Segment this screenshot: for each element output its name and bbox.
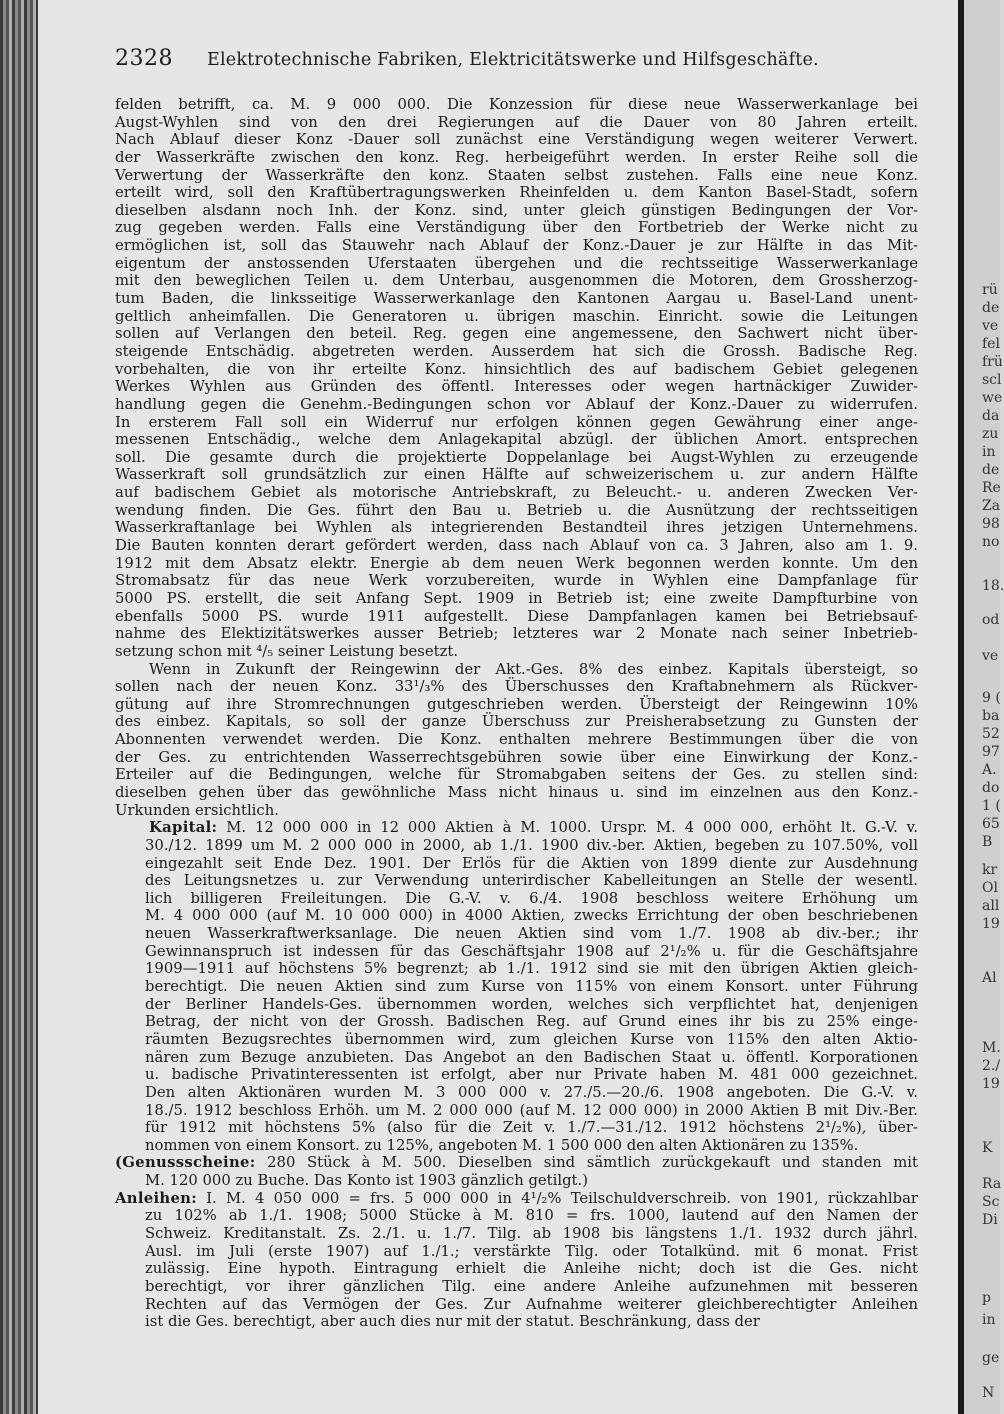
section-label: Kapital: xyxy=(149,819,218,837)
text-line: vorbehalten, die von ihr erteilte Konz. hinsichtlich des auf badischem Gebiet gelegenen xyxy=(115,360,918,378)
adjacent-page-text-fragment: ve xyxy=(982,318,999,334)
adjacent-page-text-fragment: do xyxy=(982,780,1000,796)
page-number: 2328 xyxy=(115,46,173,71)
text-line: setzung schon mit ⁴/₅ seiner Leistung besetzt. xyxy=(115,642,459,660)
adjacent-page-text-fragment: in xyxy=(982,1312,996,1328)
adjacent-page-text-fragment: de xyxy=(982,462,1000,478)
text-line: Den alten Aktionären wurden M. 3 000 000 v. 27./5.—20./6. 1908 angeboten. Die G.-V. v. xyxy=(145,1083,918,1101)
body-text xyxy=(115,96,918,1331)
text-line: des einbez. Kapitals, so soll der ganze Überschuss zur Preisherabsetzung zu Gunsten der xyxy=(115,713,918,731)
text-line: sollen auf Verlangen den beteil. Reg. gegen eine angemessene, den Sachwert nicht über- xyxy=(115,325,918,343)
text-line: geltlich anheimfallen. Die Generatoren u. übrigen maschin. Einricht. sowie die Leitungen xyxy=(115,307,918,325)
text-line: dieselben alsdann noch Inh. der Konz. sind, unter gleich günstigen Bedingungen der Vor- xyxy=(115,201,918,219)
text-line: der Berliner Handels-Ges. übernommen worden, welches sich verpflichtet hat, denjenigen xyxy=(145,995,918,1013)
adjacent-page-text-fragment: frü xyxy=(982,354,1003,370)
text-line: sollen nach der neuen Konz. 33¹/₃% des Überschusses den Kraftabnehmern als Rückver- xyxy=(115,678,918,696)
text-line: Rechten auf das Vermögen der Ges. Zur Aufnahme weiterer gleichberechtigter Anleihen xyxy=(145,1295,918,1313)
text-line: berechtigt. Die neuen Aktien sind zum Kurse von 115% von einem Konsort. unter Führung xyxy=(145,978,918,996)
text-line: soll. Die gesamte durch die projektierte Doppelanlage bei Augst-Wyhlen zu erzeugende xyxy=(115,448,918,466)
section-label: Anleihen: xyxy=(115,1189,197,1207)
text-line: Wenn in Zukunft der Reingewinn der Akt.-Ges. 8% des einbez. Kapitals übersteigt, so xyxy=(149,660,918,678)
adjacent-page-text-fragment: da xyxy=(982,408,1000,424)
adjacent-page-text-fragment: scl xyxy=(982,372,1002,388)
text-line: zulässig. Eine hypoth. Eintragung erhielt die Anleihe nicht; doch ist die Ges. nicht xyxy=(145,1260,918,1278)
adjacent-page-text-fragment: 19 xyxy=(982,1076,1000,1092)
adjacent-page-text-fragment: 18. xyxy=(982,578,1004,594)
text-line: dieselben gehen über das gewöhnliche Mass nicht hinaus u. sind im einzelnen aus den Konz.- xyxy=(115,783,918,801)
adjacent-page-text-fragment: ge xyxy=(982,1350,1000,1366)
text-line: nommen von einem Konsort. zu 125%, angeboten M. 1 500 000 den alten Aktionären zu 135%. xyxy=(145,1136,859,1154)
adjacent-page-text-fragment: 9 ( xyxy=(982,690,1001,706)
text-line: eingezahlt seit Ende Dez. 1901. Der Erlös für die Aktien von 1899 diente zur Ausdehnung xyxy=(145,854,918,872)
text-line: des Leitungsnetzes u. zur Verwendung unterirdischer Kabelleitungen an Stelle der wesentl. xyxy=(145,872,918,890)
running-title: Elektrotechnische Fabriken, Elektricitätswerke und Hilfsgeschäfte. xyxy=(207,50,819,70)
text-line: ist die Ges. berechtigt, aber auch dies nur mit der statut. Beschränkung, dass der xyxy=(145,1313,760,1331)
adjacent-page-text-fragment: Al xyxy=(982,970,997,986)
adjacent-page-text-fragment: N xyxy=(982,1385,995,1401)
text-line: Werkes Wyhlen aus Gründen des öffentl. Interesses oder wegen hartnäckiger Zuwider- xyxy=(115,378,918,396)
adjacent-page-text-fragment: Ra xyxy=(982,1176,1002,1192)
adjacent-page-text-fragment: we xyxy=(982,390,1003,406)
text-line: gütung auf ihre Stromrechnungen gutgeschrieben werden. Übersteigt der Reingewinn 10% xyxy=(115,695,918,713)
adjacent-page-text-fragment: Di xyxy=(982,1212,998,1228)
text-line: Stromabsatz für das neue Werk vorzubereiten, wurde in Wyhlen eine Dampfanlage für xyxy=(115,572,918,590)
adjacent-page-text-fragment: 65 xyxy=(982,816,1000,832)
text-line: 30./12. 1899 um M. 2 000 000 in 2000, ab 1./1. 1900 div.-ber. Aktien, begeben zu 107.50%, voll xyxy=(145,836,918,854)
adjacent-page-edge xyxy=(964,0,1004,1414)
text-line: ermöglichen ist, soll das Stauwehr nach Ablauf der Konz.-Dauer je zur Hälfte in das Mit- xyxy=(115,237,918,255)
text-line: auf badischem Gebiet als motorische Antriebskraft, zu Beleucht.- u. anderen Zwecken Ver- xyxy=(115,484,918,502)
text-line: In ersterem Fall soll ein Widerruf nur erfolgen können gegen Gewährung einer ange- xyxy=(115,413,918,431)
text-line: 1912 mit dem Absatz elektr. Energie ab dem neuen Werk begonnen werden konnte. Um den xyxy=(115,554,918,572)
text-line: Nach Ablauf dieser Konz -Dauer soll zunächst eine Verständigung wegen weiterer Verwert. xyxy=(115,131,918,149)
text-line: mit den beweglichen Teilen u. dem Unterbau, ausgenommen die Motoren, dem Grossherzog- xyxy=(115,272,918,290)
adjacent-page-text-fragment: Re xyxy=(982,480,1001,496)
adjacent-page-text-fragment: 2./ xyxy=(982,1058,1001,1074)
adjacent-page-text-fragment: Za xyxy=(982,498,1001,514)
adjacent-page-text-fragment: B xyxy=(982,834,993,850)
text-line: (Genussscheine: 280 Stück à M. 500. Dieselben sind sämtlich zurückgekauft und standen mit xyxy=(115,1154,918,1172)
text-line: für 1912 mit höchstens 5% (also für die Zeit v. 1./7.—31./12. 1912 höchstens 2¹/₂%), über- xyxy=(145,1119,918,1137)
text-line: wendung finden. Die Ges. führt den Bau u. Betrieb u. die Ausnützung der rechtsseitigen xyxy=(115,501,918,519)
text-line: zu 102% ab 1./1. 1908; 5000 Stücke à M. 810 = frs. 1000, lautend auf den Namen der xyxy=(145,1207,918,1225)
adjacent-page-text-fragment: K xyxy=(982,1140,993,1156)
adjacent-page-text-fragment: 52 xyxy=(982,726,1000,742)
adjacent-page-text-fragment: 97 xyxy=(982,744,1000,760)
adjacent-page-text-fragment: de xyxy=(982,300,1000,316)
adjacent-page-text-fragment: 19 xyxy=(982,916,1000,932)
text-line: erteilt wird, soll den Kraftübertragungswerken Rheinfelden u. dem Kanton Basel-Stadt, sofern xyxy=(115,184,918,202)
adjacent-page-text-fragment: Ol xyxy=(982,880,998,896)
adjacent-page-text-fragment: all xyxy=(982,898,1000,914)
section-label: (Genussscheine: xyxy=(115,1154,256,1172)
text-line: felden betrifft, ca. M. 9 000 000. Die Konzession für diese neue Wasserwerkanlage bei xyxy=(115,96,918,113)
text-line: der Wasserkräfte zwischen den konz. Reg. herbeigeführt werden. In erster Reihe soll die xyxy=(115,148,918,166)
text-line: Wasserkraftanlage bei Wyhlen als integrierenden Bestandteil ihres jetzigen Unternehmens. xyxy=(115,519,918,537)
page-header xyxy=(115,46,915,76)
text-line: Kapital: M. 12 000 000 in 12 000 Aktien à M. 1000. Urspr. M. 4 000 000, erhöht lt. G.-V. v. xyxy=(149,819,918,837)
text-line: ebenfalls 5000 PS. wurde 1911 aufgestellt. Diese Dampfanlagen kamen bei Betriebsauf- xyxy=(115,607,918,625)
adjacent-page-text-fragment: A. xyxy=(982,762,997,778)
adjacent-page-text-fragment: ba xyxy=(982,708,1000,724)
text-line: handlung gegen die Genehm.-Bedingungen schon vor Ablauf der Konz.-Dauer zu widerrufen. xyxy=(115,395,918,413)
text-line: Verwertung der Wasserkräfte den konz. Staaten selbst zustehen. Falls eine neue Konz. xyxy=(115,166,918,184)
adjacent-page-text-fragment: fel xyxy=(982,336,1000,352)
adjacent-page-text-fragment: 1 ( xyxy=(982,798,1001,814)
text-line: Abonnenten verwendet werden. Die Konz. enthalten mehrere Bestimmungen über die von xyxy=(115,731,918,749)
text-line: M. 4 000 000 (auf M. 10 000 000) in 4000 Aktien, zwecks Errichtung der oben beschriebenen xyxy=(145,907,918,925)
text-line: u. badische Privatinteressenten ist erfolgt, aber nur Private haben M. 481 000 gezeichnet. xyxy=(145,1066,918,1084)
text-line: Erteiler auf die Bedingungen, welche für Stromabgaben seitens der Ges. zu stellen sind: xyxy=(115,766,918,784)
text-line: Anleihen: I. M. 4 050 000 = frs. 5 000 000 in 4¹/₂% Teilschuldverschreib. von 1901, rückzahlbar xyxy=(115,1189,918,1207)
text-line: Urkunden ersichtlich. xyxy=(115,801,279,819)
text-line: steigende Entschädig. abgetreten werden. Ausserdem hat sich die Grossh. Badische Reg. xyxy=(115,342,918,360)
adjacent-page-text-fragment: p xyxy=(982,1290,991,1306)
text-line: Betrag, der nicht von der Grossh. Badischen Reg. auf Grund eines ihr bis zu 25% einge- xyxy=(145,1013,918,1031)
adjacent-page-text-fragment: zu xyxy=(982,426,999,442)
text-line: zug gegeben werden. Falls eine Verständigung über den Fortbetrieb der Werke nicht zu xyxy=(115,219,918,237)
adjacent-page-text-fragment: ve xyxy=(982,648,999,664)
adjacent-page-text-fragment: in xyxy=(982,444,996,460)
adjacent-page-text-fragment: kr xyxy=(982,862,998,878)
adjacent-page-text-fragment: 98 xyxy=(982,516,1000,532)
text-line: tum Baden, die linksseitige Wasserwerkanlage den Kantonen Aargau u. Basel-Land unent- xyxy=(115,290,918,308)
text-line: 5000 PS. erstellt, die seit Anfang Sept. 1909 in Betrieb ist; eine zweite Dampfturbine von xyxy=(115,589,918,607)
adjacent-page-text-fragment: rü xyxy=(982,282,998,298)
text-line: räumten Bezugsrechtes übernommen wird, zum gleichen Kurse von 115% den alten Aktio- xyxy=(145,1030,918,1048)
text-line: Wasserkraft soll grundsätzlich zur einen Hälfte auf schweizerischem u. zur andern Hälfte xyxy=(115,466,918,484)
text-line: nären zum Bezuge anzubieten. Das Angebot an den Badischen Staat u. öffentl. Korporationen xyxy=(145,1048,918,1066)
text-line: Schweiz. Kreditanstalt. Zs. 2./1. u. 1./7. Tilg. ab 1908 bis längstens 1./1. 1932 durch jährl. xyxy=(145,1225,918,1242)
text-line: eigentum der anstossenden Uferstaaten übergehen und die rechtsseitige Wasserwerkanlage xyxy=(115,254,918,272)
book-binding-edge xyxy=(0,0,38,1414)
text-line: der Ges. zu entrichtenden Wasserrechtsgebühren sowie über eine Einwirkung der Konz.- xyxy=(115,748,918,766)
adjacent-page-text-fragment: M. xyxy=(982,1040,1001,1056)
adjacent-page-text-fragment: Sc xyxy=(982,1194,1000,1210)
text-line: Augst-Wyhlen sind von den drei Regierungen auf die Dauer von 80 Jahren erteilt. xyxy=(115,113,918,131)
text-line: Ausl. im Juli (erste 1907) auf 1./1.; verstärkte Tilg. oder Totalkünd. mit 6 monat. Frist xyxy=(145,1242,918,1260)
text-line: lich billigeren Freileitungen. Die G.-V. v. 6./4. 1908 beschloss weitere Erhöhung um xyxy=(145,889,918,907)
text-line: berechtigt, vor ihrer gänzlichen Tilg. eine andere Anleihe aufzunehmen mit besseren xyxy=(145,1277,918,1295)
text-line: 18./5. 1912 beschloss Erhöh. um M. 2 000 000 (auf M. 12 000 000) in 2000 Aktien B mit Div.-Ber. xyxy=(145,1101,918,1119)
adjacent-page-text-fragment: no xyxy=(982,534,1000,550)
text-line: messenen Entschädig., welche dem Anlagekapital abzügl. der üblichen Amort. entsprechen xyxy=(115,431,918,449)
adjacent-page-text-fragment: od xyxy=(982,612,1000,628)
text-line: Die Bauten konnten derart gefördert werden, dass nach Ablauf von ca. 3 Jahren, also am 1. 9. xyxy=(115,537,918,555)
text-line: neuen Wasserkraftwerksanlage. Die neuen Aktien sind vom 1./7. 1908 ab div.-ber.; ihr xyxy=(145,925,918,943)
text-line: Gewinnanspruch ist indessen für das Geschäftsjahr 1908 auf 2¹/₂% u. für die Geschäftsjahre xyxy=(145,942,918,960)
text-line: M. 120 000 zu Buche. Das Konto ist 1903 gänzlich getilgt.) xyxy=(145,1172,588,1190)
text-line: 1909—1911 auf höchstens 5% begrenzt; ab 1./1. 1912 sind sie mit den übrigen Aktien gleich- xyxy=(145,960,918,978)
text-line: nahme des Elektizitätswerkes ausser Betrieb; letzteres war 2 Monate nach seiner Inbetrieb- xyxy=(115,625,918,643)
